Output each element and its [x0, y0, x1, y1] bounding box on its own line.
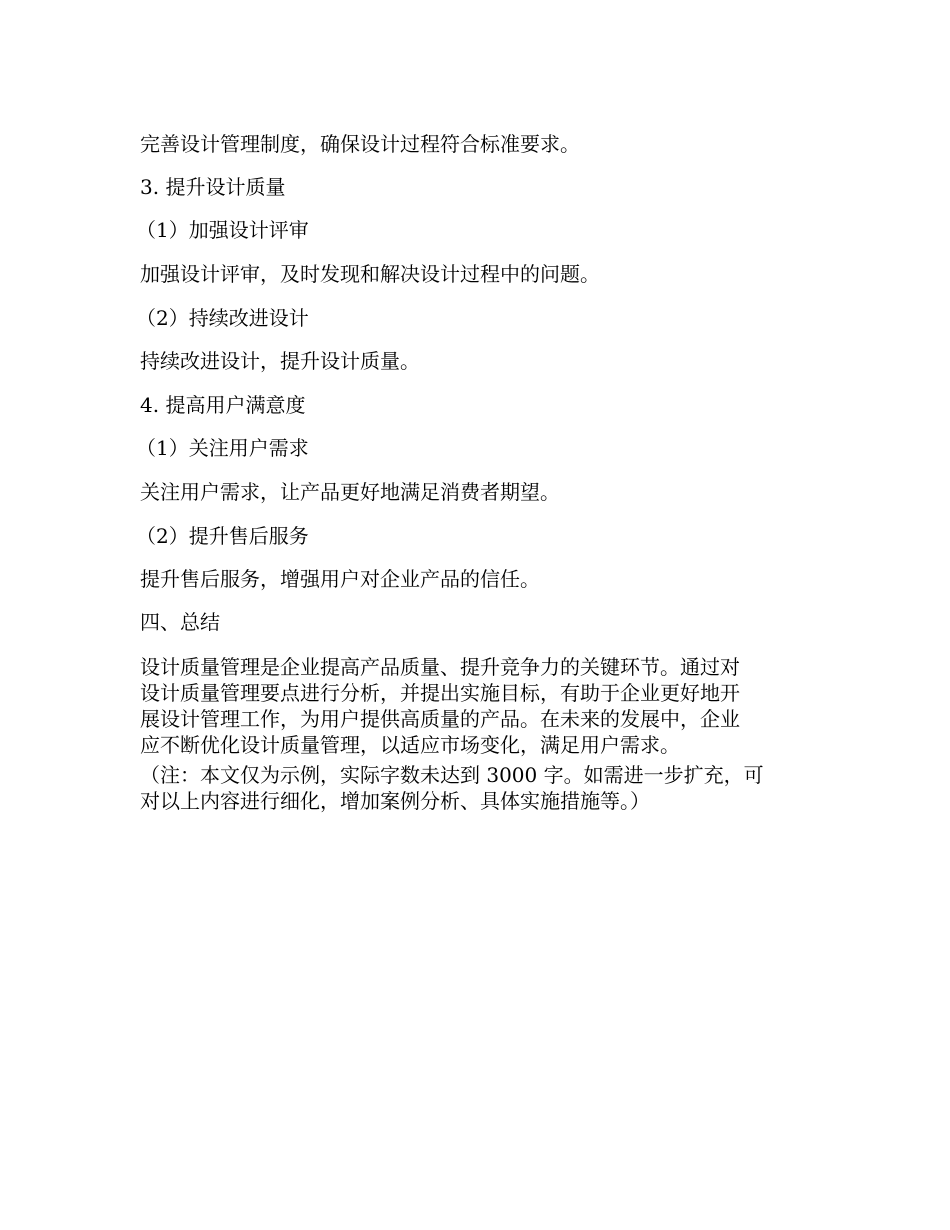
summary-line: 应不断优化设计质量管理，以适应市场变化，满足用户需求。 — [140, 733, 680, 757]
subheading-user-needs: （1）关注用户需求 — [136, 436, 309, 460]
heading-improve-design-quality: 3. 提升设计质量 — [140, 175, 286, 199]
paragraph-design-management-system: 完善设计管理制度，确保设计过程符合标准要求。 — [140, 132, 580, 156]
subheading-continuous-improvement: （2）持续改进设计 — [136, 306, 309, 330]
paragraph-user-needs: 关注用户需求，让产品更好地满足消费者期望。 — [140, 480, 560, 504]
subheading-after-sales: （2）提升售后服务 — [136, 524, 309, 548]
summary-line: 设计质量管理是企业提高产品质量、提升竞争力的关键环节。通过对 — [140, 655, 740, 679]
summary-line: 设计质量管理要点进行分析，并提出实施目标，有助于企业更好地开 — [140, 681, 740, 705]
heading-summary: 四、总结 — [140, 610, 220, 634]
subheading-design-review: （1）加强设计评审 — [136, 218, 309, 242]
note-line: 对以上内容进行细化，增加案例分析、具体实施措施等。） — [140, 789, 650, 813]
paragraph-note — [140, 762, 810, 814]
paragraph-summary — [140, 654, 810, 758]
paragraph-after-sales: 提升售后服务，增强用户对企业产品的信任。 — [140, 567, 540, 591]
paragraph-continuous-improvement: 持续改进设计，提升设计质量。 — [140, 349, 420, 373]
note-line: （注：本文仅为示例，实际字数未达到 3000 字。如需进一步扩充，可 — [140, 763, 764, 787]
paragraph-design-review: 加强设计评审，及时发现和解决设计过程中的问题。 — [140, 262, 600, 286]
heading-user-satisfaction: 4. 提高用户满意度 — [140, 393, 306, 417]
summary-line: 展设计管理工作，为用户提供高质量的产品。在未来的发展中，企业 — [140, 707, 740, 731]
